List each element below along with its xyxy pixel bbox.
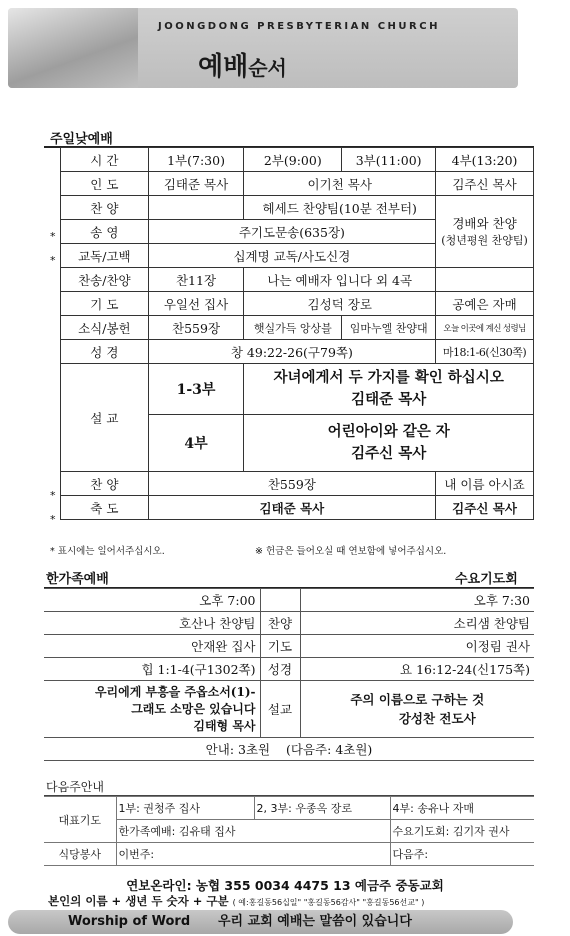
table-row: 대표기도 1부: 권청주 집사 2, 3부: 우종옥 장로 4부: 송유나 자매 — [44, 797, 534, 820]
stand-marker: * — [50, 489, 56, 502]
footer-banner — [8, 910, 513, 934]
table-row: 축 도 김태준 목사 김주신 목사 — [61, 496, 534, 520]
table-row: 우리에게 부흥을 주옵소서(1)- 그래도 소망은 있습니다 김태형 목사 설교 주의 이름으로 구하는 것 강성찬 전도사 — [44, 681, 534, 738]
next-week-table — [44, 796, 534, 866]
table-row: 오후 7:00 오후 7:30 — [44, 589, 534, 612]
footer-korean: 우리 교회 예배는 말씀이 있습니다 — [218, 914, 412, 929]
family-table — [44, 588, 534, 761]
table-row: 4부 어린아이와 같은 자 김주신 목사 — [61, 415, 534, 472]
stand-marker: * — [50, 513, 56, 526]
page-title: 예배순서 — [198, 52, 287, 82]
note-offering: ※ 헌금은 들어오실 때 연보함에 넣어주십시오. — [255, 546, 447, 557]
online-offering-info: 연보온라인: 농협 355 0034 4475 13 예금주 중동교회 — [126, 878, 444, 893]
table-row: 설 교 1-3부 자녀에게서 두 가지를 확인 하십시오 김태준 목사 — [61, 364, 534, 415]
table-row: 안재완 집사 기도 이정림 권사 — [44, 635, 534, 658]
header-brush-graphic — [8, 8, 138, 88]
table-row: 인 도 김태준 목사 이기천 목사 김주신 목사 — [61, 172, 534, 196]
stand-marker: * — [50, 230, 56, 243]
table-row: 성 경 창 49:22-26(구79쪽) 마18:1-6(신30쪽) — [61, 340, 534, 364]
table-row: 호산나 찬양팀 찬양 소리샘 찬양팀 — [44, 612, 534, 635]
table-row: 기 도 우일선 집사 김성덕 장로 공예은 자매 — [61, 292, 534, 316]
table-row: 송 영 주기도문송(635장) — [61, 220, 534, 244]
church-name: JOONGDONG PRESBYTERIAN CHURCH — [158, 21, 440, 32]
table-row: 식당봉사 이번주: 다음주: — [44, 843, 534, 866]
header-banner — [8, 8, 518, 88]
table-row: 한가족예배: 김유태 집사 수요기도회: 김기자 권사 — [44, 820, 534, 843]
sunday-order-table — [60, 147, 534, 520]
stand-marker: * — [50, 254, 56, 267]
table-row: 찬송/찬양 찬11장 나는 예배자 입니다 외 4곡 — [61, 268, 534, 292]
note-stand: * 표시에는 일어서주십시오. — [50, 546, 165, 557]
table-row: 찬 양 헤세드 찬양팀(10분 전부터) 경배와 찬양 (청년평원 찬양팀) — [61, 196, 534, 220]
footer-english: Worship of Word — [68, 914, 191, 929]
table-row: 힙 1:1-4(구1302쪽) 성경 요 16:12-24(신175쪽) — [44, 658, 534, 681]
table-row: 안내: 3초원 (다음주: 4초원) — [44, 738, 534, 761]
table-row: 시 간 1부(7:30) 2부(9:00) 3부(11:00) 4부(13:20) — [61, 148, 534, 172]
table-row: 교독/고백 십계명 교독/사도신경 — [61, 244, 534, 268]
family-title: 한가족예배 — [46, 572, 109, 587]
offering-naming-info: 본인의 이름 + 생년 두 숫자 + 구분 ( 예:홍길동56십일" "홍길동56감사" "홍길동56선교" ) — [48, 894, 425, 908]
next-week-title: 다음주안내 — [46, 780, 104, 794]
table-row: 찬 양 찬559장 내 이름 아시죠 — [61, 472, 534, 496]
sunday-section-title: 주일낮예배 — [50, 132, 113, 147]
wednesday-title: 수요기도회 — [455, 572, 518, 587]
table-row: 소식/봉헌 찬559장 햇실가득 앙상블 임마누엘 찬양대 오늘 이곳에 계신 성령님 — [61, 316, 534, 340]
